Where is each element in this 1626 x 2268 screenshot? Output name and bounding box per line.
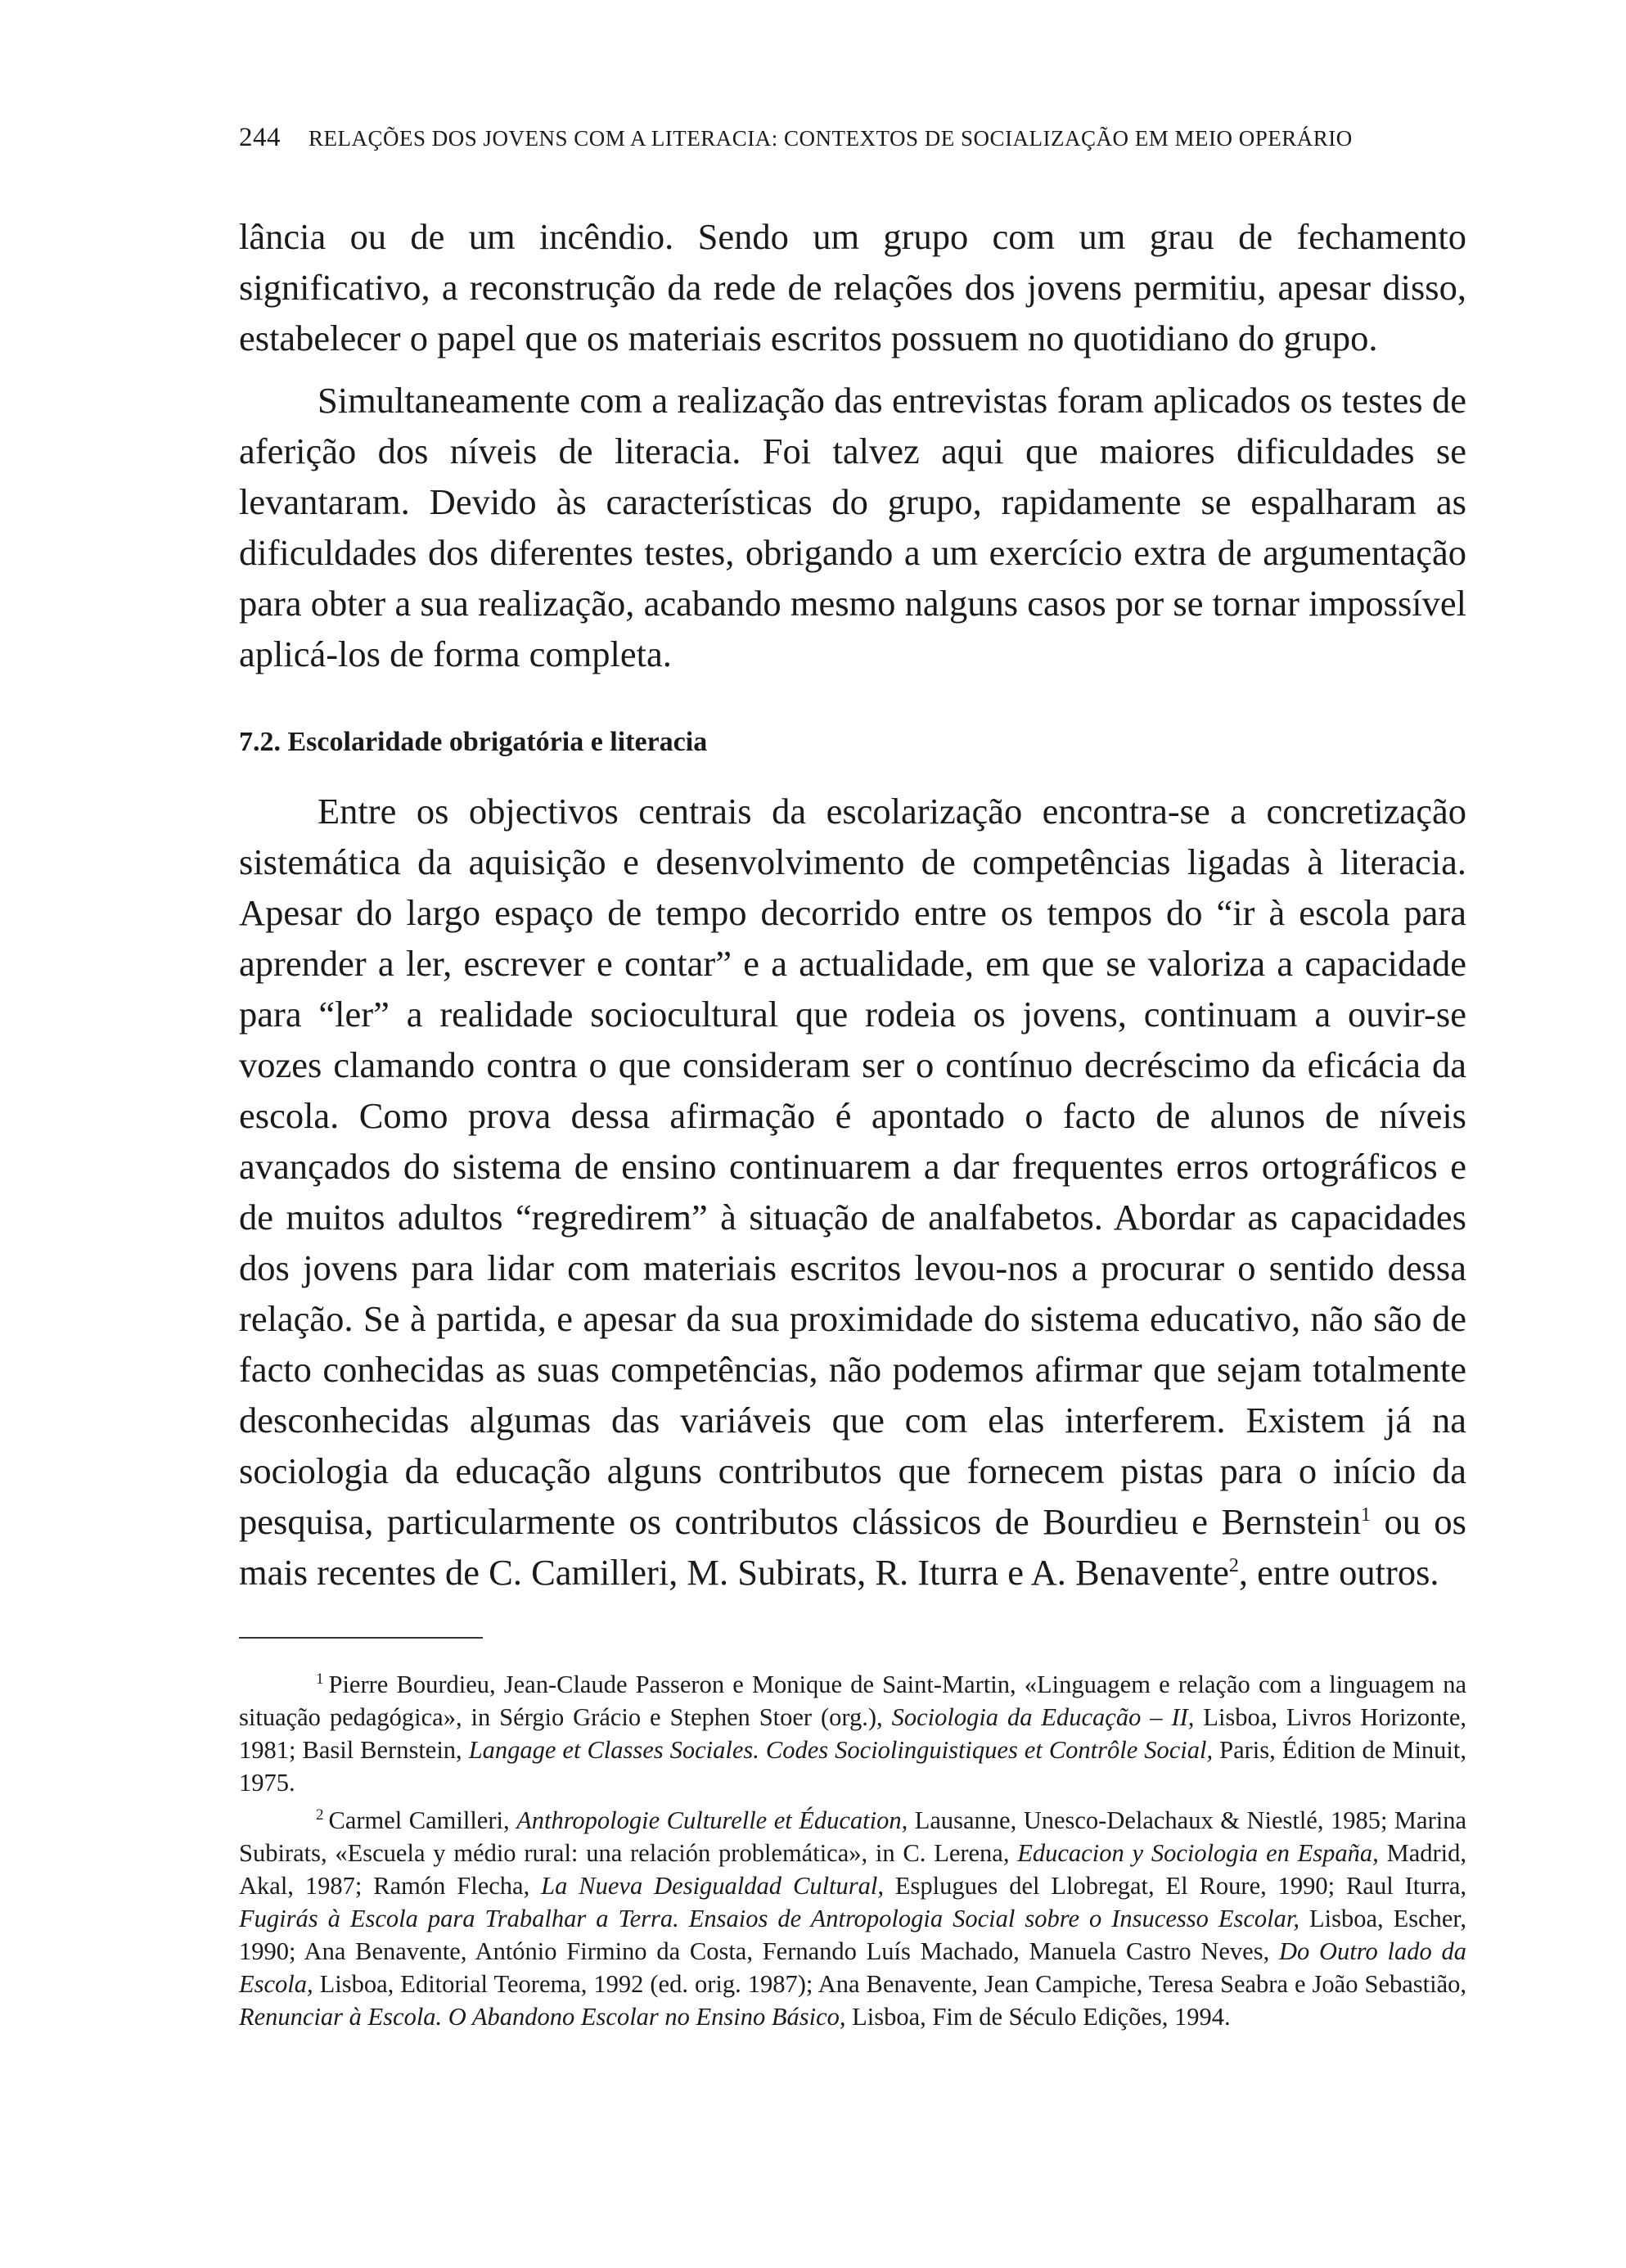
footnote-divider — [239, 1637, 483, 1639]
footnote-title-italic: Anthropologie Culturelle et Éducation, — [516, 1806, 908, 1834]
footnote-text: Paris, Édition de Minuit, 1975. — [239, 1736, 1466, 1797]
footnote-ref-2[interactable]: 2 — [1228, 1555, 1239, 1577]
page-number: 244 — [239, 123, 281, 152]
footnote-title-italic: Renunciar à Escola. O Abandono Escolar no Ensino Básico, — [239, 2003, 846, 2031]
footnote-text: Lausanne, Unesco-Delachaux & Niestlé, 1985; Marina Subirats, «Escuela y médio rural: una relación problemática», in C. Lerena, — [239, 1806, 1466, 1867]
footnote-text: Carmel Camilleri, — [328, 1806, 517, 1834]
paragraph-text: Entre os objectivos centrais da escolarização encontra-se a concretização sistemática da aquisição e desenvolvimento de competências ligadas à literacia. Apesar do largo espaço de tempo decorrido entre os tempos do “ir à escola para aprender a ler, escrever e contar” e a actualidade, em que se valoriza a capacidade para “ler” a realidade sociocultural que rodeia os jovens, continuam a ouvir-se vozes clamando contra o que consideram ser o contínuo decréscimo da eficácia da escola. Como prova dessa afirmação é apontado o facto de alunos de níveis avançados do sistema de ensino continuarem a dar frequentes erros ortográficos e de muitos adultos “regredirem” à situação de analfabetos. Abordar as capacidades dos jovens para lidar com materiais escritos levou-nos a procurar o sentido dessa relação. Se à partida, e apesar da sua proximidade do sistema educativo, não são de facto conhecidas as suas competências, não podemos afirmar que sejam totalmente desconhecidas algumas das variáveis que com elas interferem. Existem já na sociologia da educação alguns contributos que fornecem pistas para o início da pesquisa, particularmente os contributos clássicos de Bourdieu e Bernstein — [239, 791, 1466, 1542]
footnote-text: Lisboa, Escher, 1990; Ana Benavente, António Firmino da Costa, Fernando Luís Machado, Manuela Castro Neves, — [239, 1905, 1466, 1965]
section-heading: 7.2. Escolaridade obrigatória e literacia — [239, 727, 708, 757]
paragraph-schooling — [239, 786, 1466, 1598]
footnote-2 — [239, 1804, 1466, 2033]
footnote-text: Madrid, Akal, 1987; Ramón Flecha, — [239, 1839, 1467, 1900]
footnote-title-italic: Langage et Classes Sociales. Codes Sociolinguistiques et Contrôle Social, — [468, 1736, 1214, 1764]
paragraph-tests: Simultaneamente com a realização das entrevistas foram aplicados os testes de aferição dos níveis de literacia. Foi talvez aqui que maiores dificuldades se levantaram. Devido às características do grupo, rapidamente se espalharam as dificuldades dos diferentes testes, obrigando a um exercício extra de argumentação para obter a sua realização, acabando mesmo nalguns casos por se tornar impossível aplicá-los de forma completa. — [239, 380, 1466, 674]
footnote-text: Esplugues del Llobregat, El Roure, 1990; Raul Iturra, — [883, 1872, 1466, 1900]
paragraph-continuation: lância ou de um incêndio. Sendo um grupo com um grau de fechamento significativo, a reconstrução da rede de relações dos jovens permitiu, apesar disso, estabelecer o papel que os materiais escritos possuem no quotidiano do grupo. — [239, 216, 1466, 358]
body-text-block-2 — [239, 786, 1466, 1598]
footnote-number: 1 — [316, 1670, 324, 1688]
footnote-title-italic: Sociologia da Educação – II, — [891, 1703, 1195, 1731]
footnote-1 — [239, 1668, 1466, 1799]
footnote-title-italic: Fugirás à Escola para Trabalhar a Terra. Ensaios de Antropologia Social sobre o Insucesso Escolar, — [239, 1905, 1299, 1932]
footnote-number: 2 — [316, 1806, 324, 1824]
running-header — [239, 123, 1466, 153]
footnotes — [239, 1668, 1466, 2033]
footnote-title-italic: Do Outro lado da Escola, — [239, 1937, 1466, 1998]
paragraph-text: ou os mais recentes de C. Camilleri, M. Subirats, R. Iturra e A. Benavente — [239, 1501, 1467, 1593]
running-title: RELAÇÕES DOS JOVENS COM A LITERACIA: CONTEXTOS DE SOCIALIZAÇÃO EM MEIO OPERÁRIO — [309, 126, 1353, 151]
footnote-text: Lisboa, Editorial Teorema, 1992 (ed. orig. 1987); Ana Benavente, Jean Campiche, Teresa Seabra e João Sebastião, — [313, 1970, 1466, 1998]
footnote-title-italic: La Nueva Desigualdad Cultural, — [541, 1872, 884, 1900]
footnote-text: Lisboa, Fim de Século Edições, 1994. — [845, 2003, 1231, 2031]
footnote-text: Pierre Bourdieu, Jean-Claude Passeron e Monique de Saint-Martin, «Linguagem e relação com a linguagem na situação pedagógica», in Sérgio Grácio e Stephen Stoer (org.), — [239, 1671, 1466, 1731]
footnote-ref-1[interactable]: 1 — [1361, 1504, 1372, 1526]
footnote-title-italic: Educacion y Sociologia en España, — [1017, 1839, 1379, 1867]
footnote-text: Lisboa, Livros Horizonte, 1981; Basil Bernstein, — [239, 1703, 1466, 1764]
body-text-block-1 — [239, 211, 1466, 679]
paragraph-text: , entre outros. — [1238, 1552, 1439, 1593]
